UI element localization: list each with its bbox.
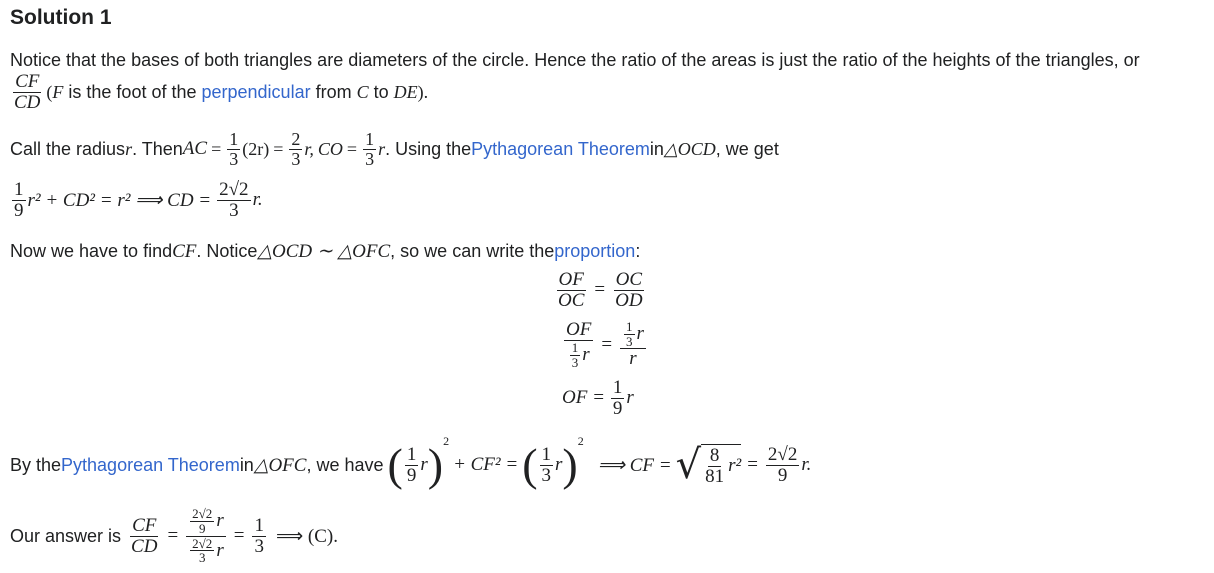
ratio-cf-cd: $\frac{CF}{CD}$ xyxy=(14,71,41,113)
intro-text: Notice that the bases of both triangles are diameters of the circle. Hence the ratio of the areas is just the ratio of the heights of the triangles, or xyxy=(10,50,1140,70)
sqrt-expression: √ $\frac{8}{81}$ r² xyxy=(675,442,742,488)
paragraph-radius: Call the radius r . Then AC = $\frac{1}{3}$ (2r) = $\frac{2}{3}$ r, CO = $\frac{1}{3}$ r . Using the Pythagorean Theorem in △OCD , we get xyxy=(10,129,779,169)
link-pythagorean-theorem[interactable]: Pythagorean Theorem xyxy=(471,138,650,159)
ratio-line: $\frac{CF}{CD}$ (F is the foot of the perpendicular from C to DE). xyxy=(14,71,429,113)
paragraph-intro xyxy=(10,50,1140,71)
proportion-eq-3: OF = $\frac{1}{9}$ r xyxy=(562,377,634,419)
cd-derivation: $\frac{1}{9}$ r² + CD² = r² ⟹ CD = $\frac{2√2}{3}$ r. xyxy=(14,179,263,221)
paragraph-cf-solve: By the Pythagorean Theorem in △OFC , we have ( $\frac{1}{9}$ r ) 2 + CF² = ( $\frac{1}{3}$ r ) 2 ⟹ CF = √ $\frac{8}{81}$ r² = $\frac{2√2}{9}$ r. xyxy=(10,434,812,490)
proportion-eq-1: $\frac{OF}{OC}$ = $\frac{OC}{OD}$ xyxy=(558,269,643,311)
solution-heading: Solution 1 xyxy=(10,6,112,29)
paragraph-similar: Now we have to find CF . Notice △OCD ∼ △OFC , so we can write the proportion : xyxy=(10,240,641,262)
link-perpendicular[interactable]: perpendicular xyxy=(201,81,311,102)
link-pythagorean-theorem-2[interactable]: Pythagorean Theorem xyxy=(61,454,240,475)
proportion-eq-2: OF $\frac{1}{3}$ r = $\frac{1}{3}$ r r xyxy=(566,319,644,370)
link-proportion[interactable]: proportion xyxy=(554,241,636,261)
paragraph-answer: Our answer is $\frac{CF}{CD}$ = $\frac{2√2}{9}$ r $\frac{2√2}{3}$ r = $\frac{1}{3}$ ⟹ (C). xyxy=(10,506,339,566)
